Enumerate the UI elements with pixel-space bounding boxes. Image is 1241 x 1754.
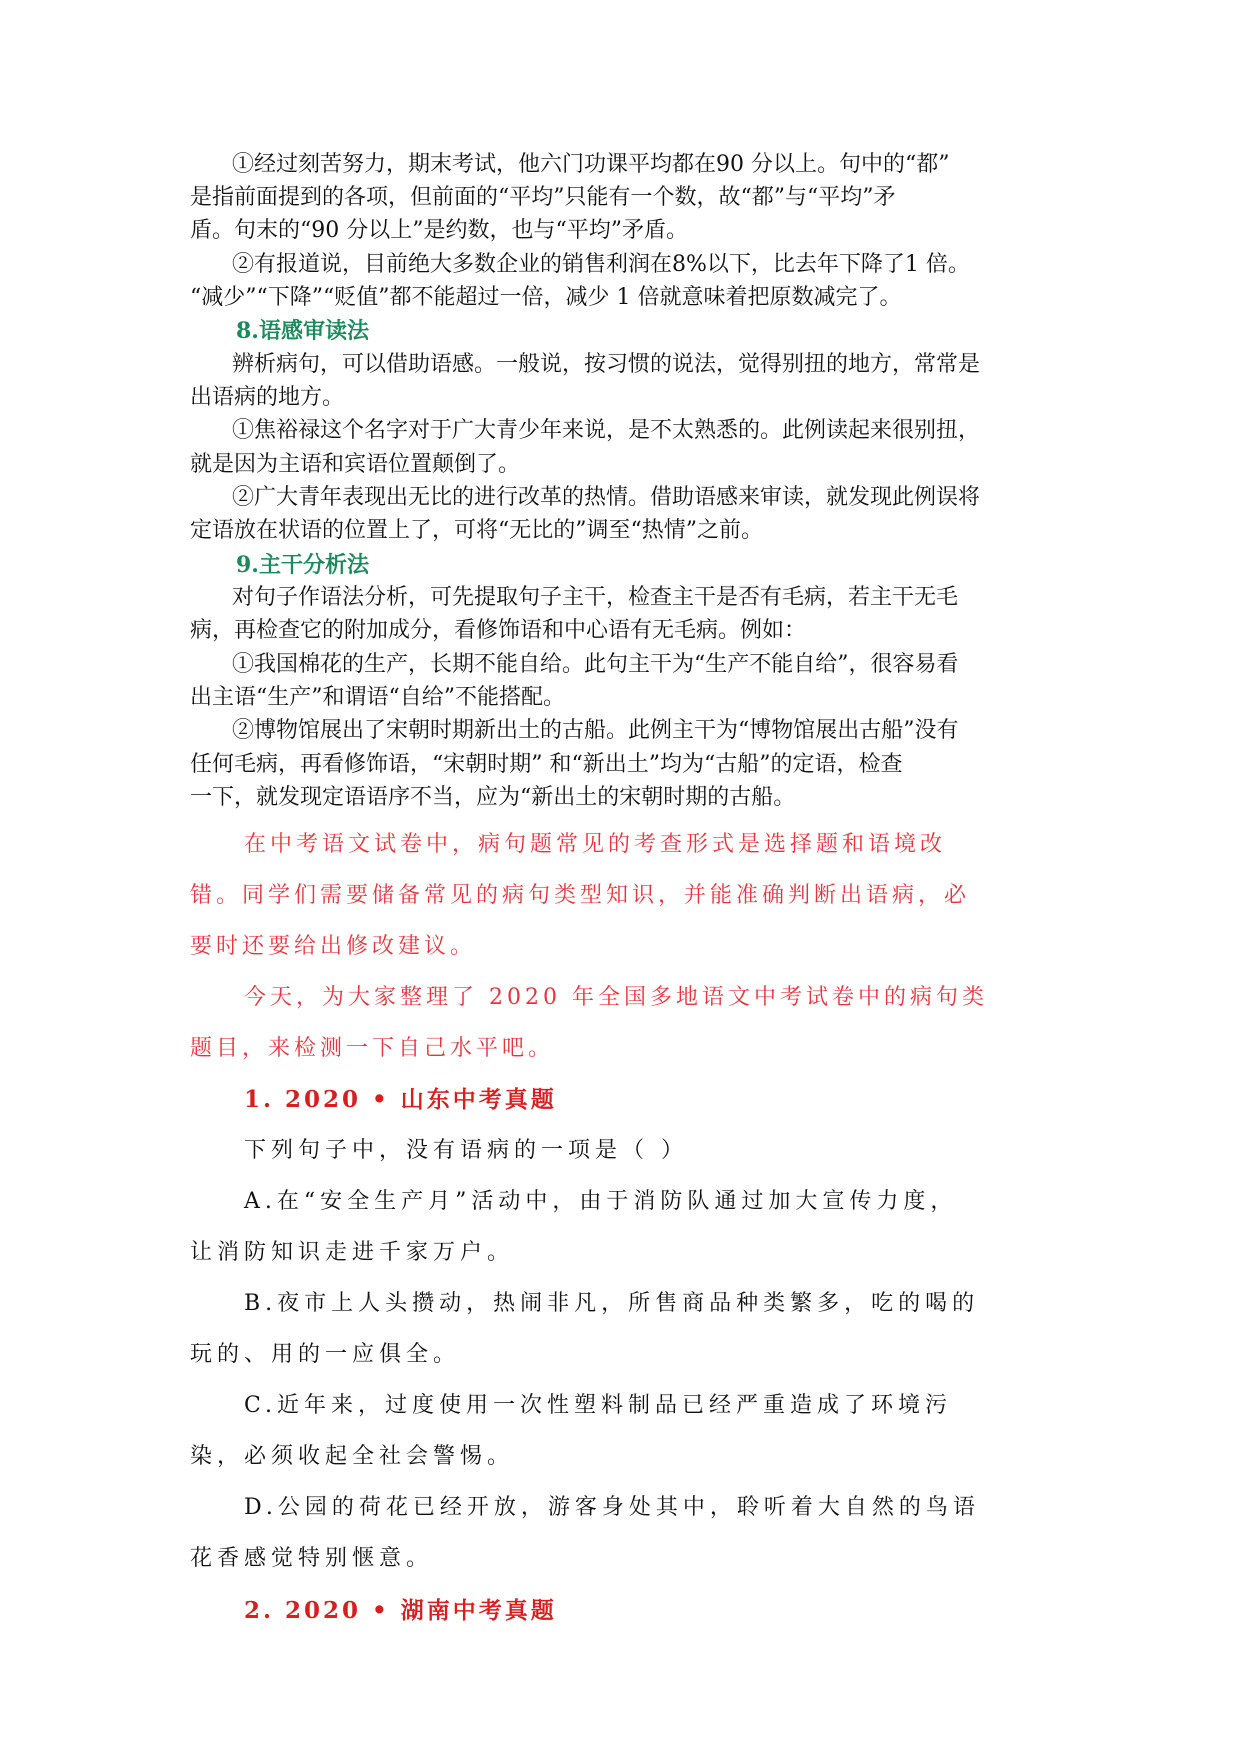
question1-heading: 1. 2020 • 山东中考真题 bbox=[244, 1086, 557, 1113]
question1-option-a-line2: 让消防知识走进千家万户。 bbox=[190, 1240, 515, 1265]
question1-option-c-line2: 染，必须收起全社会警惕。 bbox=[190, 1444, 515, 1469]
question1-option-c-line1: C.近年来，过度使用一次性塑料制品已经严重造成了环境污 bbox=[244, 1393, 953, 1418]
intro-paragraph2-line2: 题目，来检测一下自己水平吧。 bbox=[190, 1036, 555, 1061]
question1-option-a-line1: A.在“安全生产月”活动中，由于消防队通过加大宣传力度， bbox=[244, 1189, 958, 1214]
section8-example2-line2: 定语放在状语的位置上了，可将“无比的”调至“热情”之前。 bbox=[190, 518, 763, 543]
section9-heading: 9.主干分析法 bbox=[236, 552, 369, 578]
intro-paragraph1-line1: 在中考语文试卷中，病句题常见的考查形式是选择题和语境改 bbox=[244, 832, 947, 857]
question2-heading: 2. 2020 • 湖南中考真题 bbox=[244, 1597, 557, 1624]
section9-example2-line2: 任何毛病，再看修饰语，“宋朝时期” 和“新出土”均为“古船”的定语，检查 bbox=[190, 752, 903, 777]
section8-paragraph-line1: 辨析病句，可以借助语感。一般说，按习惯的说法，觉得别扭的地方，常常是 bbox=[232, 352, 981, 377]
section8-example1-line1: ①焦裕禄这个名字对于广大青少年来说，是不太熟悉的。此例读起来很别扭， bbox=[232, 418, 981, 443]
section7-example2-line1: ②有报道说，目前绝大多数企业的销售利润在8%以下，比去年下降了1 倍。 bbox=[232, 252, 970, 277]
question1-option-b-line1: B.夜市上人头攒动，热闹非凡，所售商品种类繁多，吃的喝的 bbox=[244, 1291, 980, 1316]
section8-heading: 8.语感审读法 bbox=[236, 318, 369, 344]
question1-option-b-line2: 玩的、用的一应俱全。 bbox=[190, 1342, 461, 1367]
question1-option-d-line2: 花香感觉特别惬意。 bbox=[190, 1546, 434, 1571]
section9-example1-line1: ①我国棉花的生产，长期不能自给。此句主干为“生产不能自给”，很容易看 bbox=[232, 652, 959, 677]
question1-stem: 下列句子中，没有语病的一项是（ ） bbox=[244, 1138, 688, 1163]
section9-example1-line2: 出主语“生产”和谓语“自给”不能搭配。 bbox=[190, 685, 565, 710]
section7-example1-line2: 是指前面提到的各项，但前面的“平均”只能有一个数，故“都”与“平均”矛 bbox=[190, 185, 896, 210]
section7-example2-line2: “减少”“下降”“贬值”都不能超过一倍，减少 1 倍就意味着把原数减完了。 bbox=[190, 285, 902, 310]
section7-example1-line3: 盾。句末的“90 分以上”是约数，也与“平均”矛盾。 bbox=[190, 218, 688, 243]
section8-example2-line1: ②广大青年表现出无比的进行改革的热情。借助语感来审读，就发现此例误将 bbox=[232, 485, 981, 510]
section9-paragraph-line1: 对句子作语法分析，可先提取句子主干，检查主干是否有毛病，若主干无毛 bbox=[232, 585, 959, 610]
section9-paragraph-line2: 病，再检查它的附加成分，看修饰语和中心语有无毛病。例如： bbox=[190, 618, 807, 643]
question1-option-d-line1: D.公园的荷花已经开放，游客身处其中，聆听着大自然的鸟语 bbox=[244, 1495, 980, 1520]
section9-example2-line3: 一下，就发现定语语序不当，应为“新出土的宋朝时期的古船。 bbox=[190, 785, 796, 810]
section8-paragraph-line2: 出语病的地方。 bbox=[190, 385, 345, 410]
intro-paragraph1-line2: 错。同学们需要储备常见的病句类型知识，并能准确判断出语病，必 bbox=[190, 883, 971, 908]
intro-paragraph2-line1: 今天，为大家整理了 2020 年全国多地语文中考试卷中的病句类 bbox=[244, 985, 988, 1010]
section9-example2-line1: ②博物馆展出了宋朝时期新出土的古船。此例主干为“博物馆展出古船”没有 bbox=[232, 718, 959, 743]
intro-paragraph1-line3: 要时还要给出修改建议。 bbox=[190, 934, 477, 959]
section8-example1-line2: 就是因为主语和宾语位置颠倒了。 bbox=[190, 452, 521, 477]
section7-example1-line1: ①经过刻苦努力，期末考试，他六门功课平均都在90 分以上。句中的“都” bbox=[232, 152, 950, 177]
